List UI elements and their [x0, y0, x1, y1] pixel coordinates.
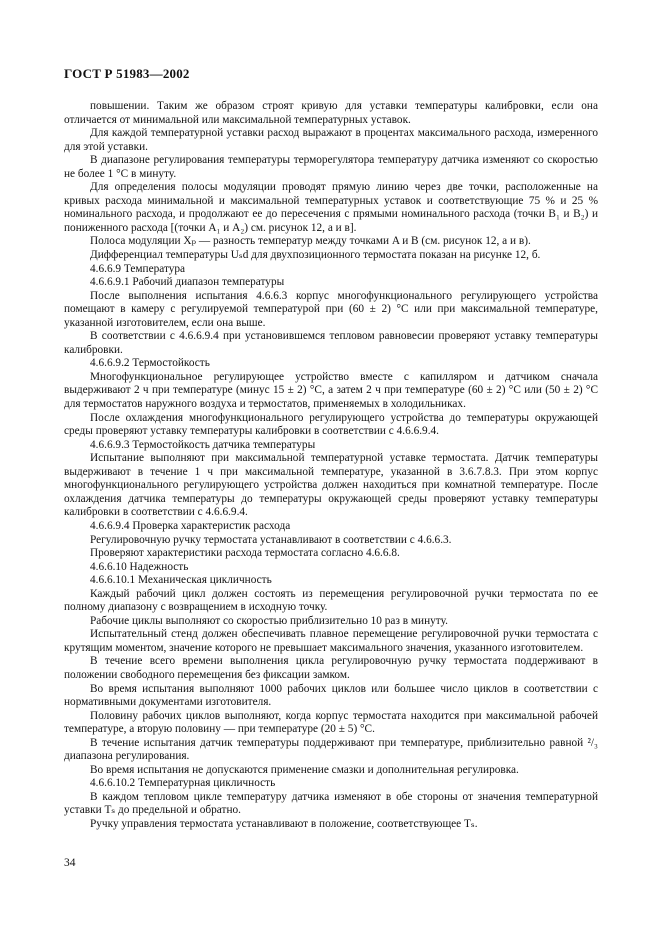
paragraph: Ручку управления термостата устанавливают в положение, соответствующее Tₛ.	[90, 817, 478, 830]
page-number: 34	[64, 857, 76, 869]
paragraph: Дифференциал температуры Uₛd для двухпозиционного термостата показан на рисунке 12, б.	[90, 249, 541, 262]
paragraph: Для определения полосы модуляции проводят прямую линию через две точки, расположенные на кривых расхода минимальной и максимальной температурных уставок и соответствующие 75 % и 25 % номинального расхода, и продолжают ее до пересечения с прямыми номинального расхода (точки B₁ и B₂) и пониженного расхода [(точки A₁ и A₂) см. рисунок 12, а и в].	[64, 181, 598, 234]
paragraph: Каждый рабочий цикл должен состоять из перемещения регулировочной ручки термостата по ее полному диапазону с возвращением в исходную точку.	[64, 587, 598, 614]
paragraph: В течение всего времени выполнения цикла регулировочную ручку термостата поддерживают в положении свободного перемещения без фиксации замком.	[64, 655, 598, 681]
paragraph: Испытательный стенд должен обеспечивать плавное перемещение регулировочной ручки термостата с крутящим моментом, значение которого не превышает максимального значения, указанного изготовителем.	[64, 628, 598, 654]
document-header: ГОСТ Р 51983—2002	[64, 66, 190, 81]
section-heading: 4.6.6.10.2 Температурная цикличность	[90, 777, 276, 790]
section-heading: 4.6.6.10.1 Механическая цикличность	[90, 574, 272, 587]
paragraph: В диапазоне регулирования температуры терморегулятора температуру датчика изменяют со скоростью не более 1 °С в минуту.	[64, 154, 598, 180]
paragraph: В соответствии с 4.6.6.9.4 при установившемся тепловом равновесии проверяют уставку температуры калибровки.	[64, 330, 598, 356]
section-heading: 4.6.6.9.2 Термостойкость	[90, 357, 210, 370]
paragraph: Во время испытания не допускаются применение смазки и дополнительная регулировка.	[90, 763, 519, 776]
section-heading: 4.6.6.9.3 Термостойкость датчика температуры	[90, 438, 316, 451]
section-heading: 4.6.6.9 Температура	[90, 262, 186, 275]
paragraph: Многофункциональное регулирующее устройство вместе с капилляром и датчиком сначала выдерживают 2 ч при температуре (минус 15 ± 2) °С, а затем 2 ч при температуре (60 ± 2) °С или (50 ± 2) °С для термостатов наружного воздуха и термостатов, применяемых в холодильниках.	[64, 370, 598, 411]
section-heading: 4.6.6.9.4 Проверка характеристик расхода	[90, 519, 291, 532]
paragraph: повышении. Таким же образом строят кривую для уставки температуры калибровки, если она отличается от минимальной или максимальной температурных уставок.	[64, 100, 598, 126]
paragraph: Полоса модуляции Xₚ — разность температур между точками A и B (см. рисунок 12, а и в).	[90, 235, 531, 248]
paragraph: Для каждой температурной уставки расход выражают в процентах максимального расхода, измеренного для этой уставки.	[64, 127, 598, 153]
paragraph: Во время испытания выполняют 1000 рабочих циклов или большее число циклов в соответствии с нормативными документами изготовителя.	[64, 682, 598, 709]
paragraph: В каждом тепловом цикле температуру датчика изменяют в обе стороны от значения температурной уставки Tₛ до предельной и обратно.	[64, 790, 598, 817]
paragraph: Рабочие циклы выполняют со скоростью приблизительно 10 раз в минуту.	[90, 614, 448, 627]
paragraph: Регулировочную ручку термостата устанавливают в соответствии с 4.6.6.3.	[90, 533, 452, 546]
section-heading: 4.6.6.10 Надежность	[90, 560, 189, 573]
paragraph: Проверяют характеристики расхода термостата согласно 4.6.6.8.	[90, 547, 400, 560]
paragraph: Половину рабочих циклов выполняют, когда корпус термостата находится при максимальной рабочей температуре, а вторую половину — при температуре (20 ± 5) °С.	[64, 709, 598, 736]
paragraph: После охлаждения многофункционального регулирующего устройства до температуры окружающей среды проверяют уставку температуры калибровки в соответствии с 4.6.6.9.4.	[64, 411, 598, 438]
paragraph: В течение испытания датчик температуры поддерживают при температуре, приблизительно равной ²/₃ диапазона регулирования.	[64, 736, 598, 763]
paragraph: После выполнения испытания 4.6.6.3 корпус многофункционального регулирующего устройства помещают в камеру с регулируемой температурой при (60 ± 2) °С или при максимальной температуре, указанной изготовителем, если она выше.	[64, 289, 598, 329]
section-heading: 4.6.6.9.1 Рабочий диапазон температуры	[90, 276, 285, 289]
document-body	[64, 100, 598, 832]
paragraph: Испытание выполняют при максимальной температурной уставке термостата. Датчик температуры выдерживают в течение 1 ч при максимальной температуре, указанной в 3.6.7.8.3. При этом корпус многофункционального регулирующего устройства должен находиться при комнатной температуре. После охлаждения датчика температуры до температуры окружающей среды проверяют уставку температуры калибровки в соответствии с 4.6.6.9.4.	[64, 452, 598, 519]
